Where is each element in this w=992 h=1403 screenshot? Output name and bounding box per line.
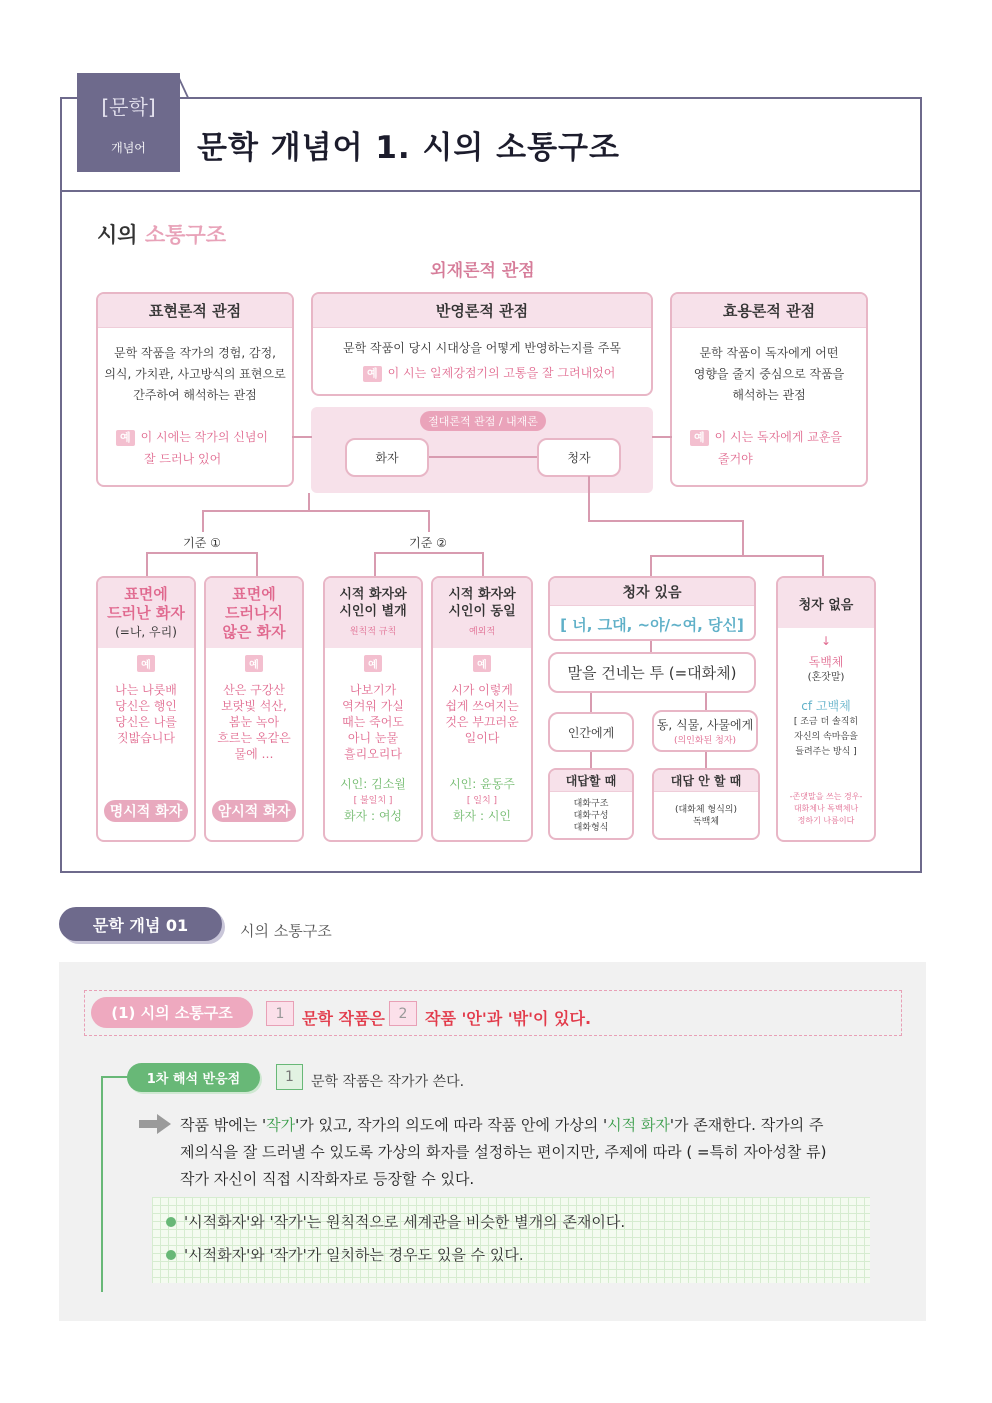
header-tag-sub: 개념어 [111, 141, 146, 155]
bullet-text: '시적화자'와 '작가'는 원칙적으로 세계관을 비슷한 별개의 존재이다. [184, 1213, 626, 1231]
column-head-note: 예외적 [468, 626, 496, 637]
effective-body [672, 343, 866, 406]
sub-text: 문학 작품은 작가가 쓴다. [311, 1074, 465, 1090]
effective-example-line: 이 시는 독자에게 교훈을 [714, 430, 843, 444]
expressive-body-line: 간주하여 해석하는 관점 [133, 388, 257, 402]
column-head-line: 드러나지 [225, 603, 283, 622]
blank-number-1: 1 [266, 1001, 294, 1026]
expressive-title: 표현론적 관점 [98, 294, 292, 328]
honorific-note [778, 791, 874, 827]
column-example-line: 보랏빛 석산, [221, 699, 287, 713]
listener-box: 청자 [537, 438, 621, 477]
example-badge: 예 [473, 655, 491, 672]
column-head-line: 시적 화자와 [339, 586, 407, 602]
listener-present-box [548, 576, 756, 641]
reflective-body: 문학 작품이 당시 시대상을 어떻게 반영하는지를 주목 [343, 341, 621, 355]
answering-line: 대화구성 [573, 811, 609, 821]
column-foot-label: 명시적 화자 [104, 800, 188, 822]
connector-line [292, 436, 312, 438]
connector-line [590, 752, 592, 768]
blank-number-2: 2 [389, 1001, 417, 1026]
header-tag [77, 73, 180, 172]
column-head-line: (=나, 우리) [115, 624, 177, 639]
highlight-author: 작가 [266, 1116, 296, 1134]
expressive-example-line: 이 시에는 작가의 신념이 [140, 430, 269, 444]
column-example-line: 산은 구강산 [223, 683, 285, 697]
outer-perspective-label: 외재론적 관점 [430, 261, 535, 281]
column-head [433, 578, 531, 648]
monologue-label: 독백체 [808, 655, 844, 669]
to-things-note: (의인화된 청자) [673, 736, 737, 746]
column-head [325, 578, 421, 648]
speaker-note: 화자 : 시인 [452, 809, 512, 823]
speaker-listener-line [429, 456, 537, 458]
answering-box [548, 768, 634, 840]
listener-present-title: 청자 있음 [550, 578, 754, 606]
example-badge: 예 [245, 655, 263, 672]
expressive-body [98, 343, 292, 406]
bullet-dot [166, 1217, 176, 1227]
reflective-example [363, 362, 615, 384]
effective-body-line: 문학 작품이 독자에게 어떤 [699, 346, 839, 360]
connector-line [590, 693, 592, 713]
arrow-right-icon [139, 1114, 171, 1134]
column-head [206, 578, 302, 648]
no-answer-lines [654, 804, 758, 828]
green-bracket [101, 1076, 131, 1292]
connector-line [202, 510, 430, 512]
expressive-example-line: 잘 드러나 있어 [144, 452, 222, 466]
column-example-line: 일이다 [464, 731, 500, 745]
column-example-line: 흘리오리다 [344, 747, 402, 761]
absolute-label: 절대론적 관점 / 내재론 [420, 411, 546, 431]
column-example [325, 682, 421, 762]
poet-name: 시인: 윤동주 [449, 777, 515, 791]
column-example-line: 때는 죽어도 [342, 715, 404, 729]
effective-example [690, 426, 842, 470]
connector-line [588, 520, 744, 522]
page-title: 문학 개념어 1. 시의 소통구조 [197, 130, 620, 166]
section-title-plain: 시의 [97, 223, 138, 247]
paragraph-text: '가 있고, 작가의 의도에 따라 작품 안에 가상의 ' [295, 1116, 608, 1134]
example-badge: 예 [363, 366, 382, 382]
confession-line: 들려주는 방식 ] [795, 747, 857, 757]
example-badge: 예 [690, 430, 709, 446]
connector-line [374, 552, 484, 554]
reflective-box [311, 292, 653, 396]
connector-line [652, 436, 672, 438]
bullet-item [166, 1211, 625, 1232]
speaker-box: 화자 [345, 438, 429, 477]
column-example [206, 682, 302, 762]
column-head [98, 578, 194, 648]
monologue-note: (혼잣말) [807, 672, 845, 683]
listener-absent-arrow: ↓ [820, 634, 832, 648]
paragraph-text: '가 존재한다. 작가의 주 [669, 1116, 824, 1134]
honorific-note-line: -존댓말을 쓰는 경우- [789, 792, 863, 801]
connector-line [374, 552, 376, 577]
no-answer-line: (대화체 형식의) [674, 805, 738, 815]
concept-title: 시의 소통구조 [240, 922, 332, 940]
poet-note: [ 불일치 ] [353, 796, 393, 806]
heading-text-1: 문학 작품은 [302, 1009, 385, 1028]
criterion2-label: 기준 ② [398, 533, 458, 551]
confession-line: [ 조금 더 솔직히 [793, 717, 859, 727]
sub-blank-number: 1 [276, 1064, 303, 1090]
implicit-speaker-column [204, 576, 304, 842]
section-title [97, 219, 226, 249]
column-foot-label: 암시적 화자 [212, 800, 296, 822]
connector-line [822, 555, 824, 577]
highlight-speaker: 시적 화자 [607, 1116, 670, 1134]
effective-example-line: 줄거야 [718, 452, 753, 466]
bullet-dot [166, 1250, 176, 1260]
paragraph-line: 작가 자신이 직접 시작화자로 등장할 수 있다. [180, 1170, 475, 1188]
column-example-line: 아니 눈물 [347, 731, 399, 745]
explanation-paragraph [180, 1112, 880, 1193]
criterion1-label: 기준 ① [172, 533, 232, 551]
connector-line [742, 520, 744, 556]
explicit-speaker-column [96, 576, 196, 842]
column-head-line: 표면에 [124, 584, 168, 603]
column-example-line: 쉽게 쓰여지는 [445, 699, 519, 713]
answering-line: 대화형식 [573, 823, 609, 833]
column-head-line: 드러난 화자 [107, 603, 185, 622]
paragraph-text: 작품 밖에는 ' [180, 1116, 267, 1134]
column-head-line: 않은 화자 [222, 622, 286, 641]
column-example-line: 나보기가 [349, 683, 397, 697]
example-badge: 예 [116, 430, 135, 446]
connector-line [308, 493, 310, 511]
no-answer-line: 독백체 [692, 817, 720, 827]
paragraph-line: 제의식을 잘 드러낼 수 있도록 가상의 화자를 설정하는 편이지만, 주제에 따라 ( =특히 자아성찰 류) [180, 1143, 827, 1161]
column-example-line: 시가 이렇게 [451, 683, 513, 697]
connector-line [146, 552, 148, 577]
connector-line [705, 693, 707, 711]
column-example-line: 나는 나룻배 [115, 683, 177, 697]
to-human-box: 인간에게 [548, 712, 634, 752]
reflective-example-text: 이 시는 일제강점기의 고통을 잘 그려내었어 [387, 366, 616, 380]
expressive-example [116, 426, 268, 470]
to-things-label: 동, 식물, 사물에게 [656, 718, 754, 732]
connector-line [256, 552, 258, 577]
reflective-title: 반영론적 관점 [313, 294, 651, 328]
effective-title: 효용론적 관점 [672, 294, 866, 328]
effective-body-line: 해석하는 관점 [732, 388, 806, 402]
concept-pill: 문학 개념 01 [59, 907, 222, 941]
column-example [98, 682, 194, 746]
listener-absent-column [776, 576, 876, 842]
column-example-line: 당신은 나를 [115, 715, 177, 729]
column-example-line: 것은 부끄러운 [445, 715, 519, 729]
heading-text-2: 작품 '안'과 '밖'이 있다. [425, 1009, 592, 1028]
confession-desc [778, 715, 874, 760]
bullet-item [166, 1244, 524, 1265]
effective-body-line: 영향을 줄지 중심으로 작품을 [693, 367, 845, 381]
expressive-body-line: 문학 작품을 작가의 경험, 감정, [114, 346, 276, 360]
speaker-note: 화자 : 여성 [343, 809, 403, 823]
bullet-box [152, 1197, 870, 1283]
answering-title: 대답할 때 [550, 770, 632, 792]
dialogue-tone-box: 말을 건네는 투 (=대화체) [548, 652, 756, 693]
column-example-line: 봄눈 녹아 [228, 715, 280, 729]
connector-line [146, 552, 258, 554]
effective-box [670, 292, 868, 487]
connector-line [705, 752, 707, 768]
heading-label: (1) 시의 소통구조 [91, 997, 253, 1028]
separate-poet-column [323, 576, 423, 842]
column-head-line: 시적 화자와 [448, 586, 516, 602]
bullet-text: '시적화자'와 '작가'가 일치하는 경우도 있을 수 있다. [184, 1246, 524, 1264]
sub-label: 1차 해석 반응점 [127, 1063, 260, 1092]
no-answer-title: 대답 안 할 때 [654, 770, 758, 792]
header-tag-main: [문학] [101, 95, 156, 119]
column-example-line: 물에 … [234, 747, 274, 761]
expressive-box [96, 292, 294, 487]
column-head-line: 표면에 [232, 584, 276, 603]
column-example-line: 당신은 행인 [115, 699, 177, 713]
same-poet-column [431, 576, 533, 842]
poet-note: [ 일치 ] [466, 796, 498, 806]
listener-absent-title: 청자 없음 [778, 578, 874, 628]
no-answer-box [652, 768, 760, 840]
example-badge: 예 [137, 655, 155, 672]
connector-line [650, 555, 652, 577]
connector-line [482, 552, 484, 577]
connector-line [588, 476, 590, 522]
connector-line [202, 510, 204, 532]
honorific-note-line: 대화체나 독백체나 [793, 804, 859, 813]
answering-lines [550, 798, 632, 834]
section-title-accent: 소통구조 [144, 223, 227, 247]
column-example [433, 682, 531, 746]
answering-line: 대화구조 [573, 799, 609, 809]
honorific-note-line: 정하기 나름이다 [797, 816, 855, 825]
confession-line: 자신의 속마음을 [794, 732, 858, 742]
connector-line [650, 555, 824, 557]
column-head-line: 시인이 동일 [448, 603, 516, 619]
column-head-line: 시인이 별개 [339, 603, 407, 619]
confession-label: cf 고백체 [801, 699, 851, 713]
expressive-body-line: 의식, 가치관, 사고방식의 표현으로 [104, 367, 286, 381]
paragraph-line [180, 1112, 880, 1139]
column-example-line: 역겨워 가실 [342, 699, 404, 713]
listener-examples: [ 너, 그대, ~야/~여, 당신] [560, 615, 744, 634]
column-example-line: 흐르는 옥같은 [217, 731, 291, 745]
column-example-line: 짓밟습니다 [117, 731, 175, 745]
poet-name: 시인: 김소월 [340, 777, 406, 791]
connector-line [428, 510, 430, 532]
to-things-box [652, 710, 758, 752]
example-badge: 예 [364, 655, 382, 672]
column-head-note: 원칙적 규칙 [349, 626, 397, 637]
